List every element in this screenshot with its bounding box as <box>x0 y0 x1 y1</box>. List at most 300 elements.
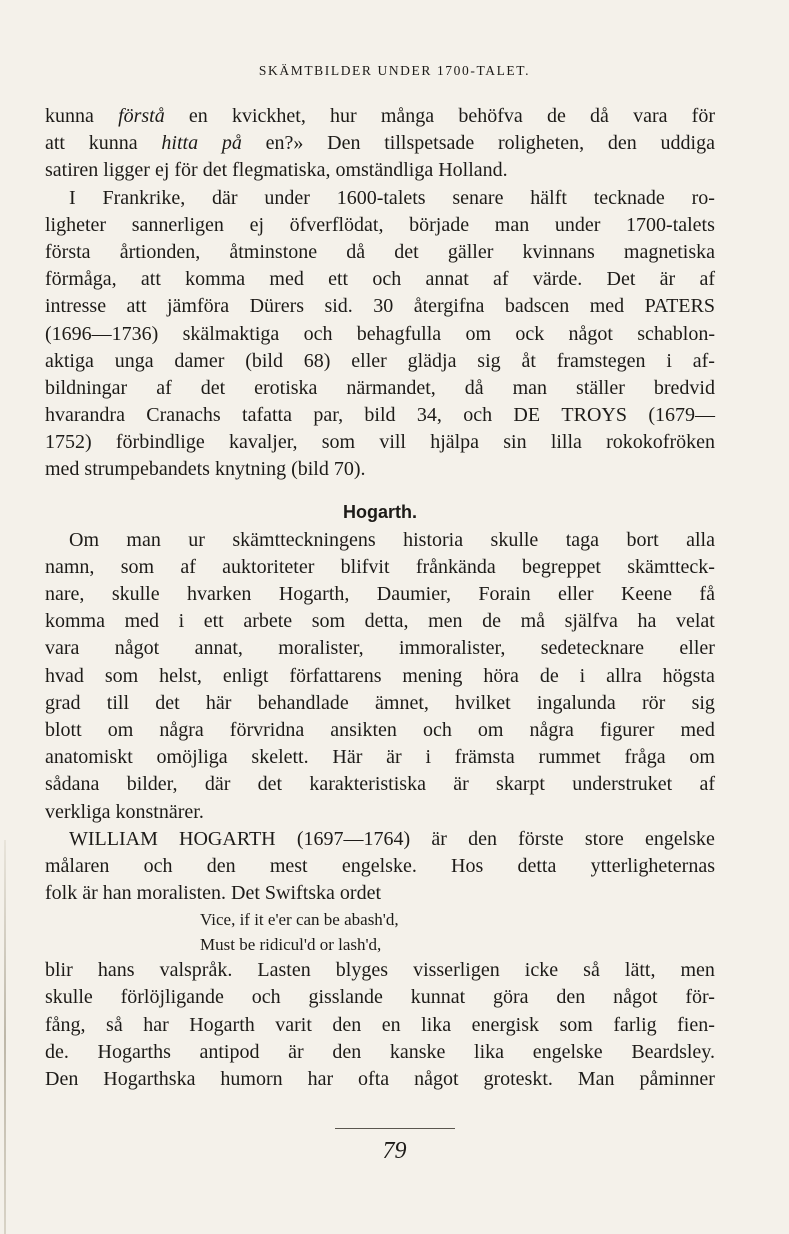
word: tillspetsade <box>384 132 475 155</box>
word: historia <box>403 528 464 551</box>
word: enligt <box>222 664 269 687</box>
word: något <box>114 637 160 660</box>
word: värde. <box>532 268 583 291</box>
word: så <box>106 1013 123 1036</box>
text-line <box>45 293 715 320</box>
word: för- <box>685 986 715 1009</box>
word: ha <box>637 610 657 633</box>
word: förmåga, <box>45 268 117 291</box>
word: eller <box>351 349 387 372</box>
word: många <box>380 105 435 127</box>
word: Forain <box>478 583 531 605</box>
word: auktoriteter <box>222 555 315 578</box>
word: sid. <box>324 295 353 318</box>
word: ämnet, <box>375 691 429 714</box>
word: då <box>590 105 609 127</box>
word: förlöjligande <box>120 986 224 1009</box>
word: af <box>493 268 509 291</box>
word: om <box>477 718 504 741</box>
word: och <box>251 986 281 1009</box>
word: i <box>579 664 586 687</box>
word: ställer <box>576 376 625 399</box>
word: började <box>409 213 470 236</box>
word: Den <box>327 132 361 155</box>
word: ur <box>188 528 205 551</box>
word: en?» <box>265 132 304 155</box>
word: senare <box>452 186 504 209</box>
word: är <box>659 268 676 291</box>
word: badscen <box>504 295 570 318</box>
word: kvinnans <box>522 240 595 263</box>
word: skelett. <box>251 746 309 769</box>
word: namn, <box>45 555 95 578</box>
word: aktiga <box>45 349 94 372</box>
word: den <box>206 854 236 877</box>
word: af <box>699 268 715 291</box>
word: något <box>414 1068 459 1090</box>
word: som <box>104 664 139 687</box>
text-line <box>45 402 715 429</box>
word: skulle <box>45 986 93 1009</box>
word: under <box>554 213 601 236</box>
word: kunna <box>88 132 138 155</box>
word: lilla <box>550 431 582 454</box>
word: 1752) <box>45 431 92 454</box>
page-number: 79 <box>382 1138 407 1164</box>
word: af <box>180 555 196 578</box>
word: till <box>106 691 130 714</box>
word: behagfulla <box>356 322 442 345</box>
word: af <box>156 376 172 399</box>
word: Hos <box>451 854 484 877</box>
word: hur <box>330 105 357 127</box>
word: Cranachs <box>146 404 221 427</box>
word: den <box>332 1040 362 1063</box>
word: jämföra <box>166 295 230 318</box>
word: omöjliga <box>156 746 228 769</box>
word: fråga <box>624 746 666 769</box>
word: par, <box>313 404 344 427</box>
word: Lasten <box>257 959 311 982</box>
word: intresse <box>45 295 107 318</box>
line-text: folk är han moralisten. Det Swiftska ordet <box>45 882 382 905</box>
word: allra <box>606 664 642 687</box>
word: den <box>607 132 637 155</box>
word: unga <box>114 349 154 372</box>
word: alla <box>686 528 715 551</box>
word: ro- <box>691 186 715 209</box>
word: understruket <box>572 773 673 796</box>
word: hjälpa <box>430 431 480 454</box>
quote-line: Vice, if it e'er can be abash'd, <box>200 910 399 930</box>
word: få <box>699 583 715 605</box>
word: sedetecknare <box>540 637 645 660</box>
word: här <box>205 691 232 714</box>
word: med <box>124 610 160 633</box>
word: som <box>321 431 356 454</box>
word: farlig <box>613 1013 657 1036</box>
word: detta, <box>364 610 409 633</box>
word: göra <box>493 986 529 1009</box>
word: rör <box>642 691 666 714</box>
word: där <box>204 773 231 796</box>
word: eller <box>558 583 594 605</box>
body-text <box>45 103 715 1093</box>
word: vara <box>45 637 80 660</box>
word: sig <box>477 349 501 372</box>
word: sig <box>691 691 715 714</box>
text-line <box>45 1066 715 1093</box>
word: engelske <box>644 827 715 850</box>
word: hälft <box>530 186 567 209</box>
word: Hogarths <box>97 1040 171 1063</box>
word: (1679— <box>648 404 715 427</box>
word: högsta <box>662 664 715 687</box>
word: bild <box>364 404 396 427</box>
word: de <box>546 105 566 127</box>
word: Den <box>45 1068 79 1090</box>
word: 34, <box>416 404 442 427</box>
word: Dürers <box>249 295 305 318</box>
word: att <box>140 268 161 291</box>
word: tafatta <box>242 404 292 427</box>
word: Om <box>69 528 99 551</box>
word: öfverflödat, <box>289 213 384 236</box>
text-line <box>45 799 715 826</box>
word: Man <box>577 1068 615 1090</box>
word: kavaljer, <box>228 431 298 454</box>
word: blyges <box>335 959 388 982</box>
italic-word: på <box>221 132 242 155</box>
word: och <box>143 854 173 877</box>
word: blifvit <box>340 555 390 578</box>
word: PATERS <box>644 295 715 318</box>
word: komma <box>45 610 105 633</box>
word: är <box>386 746 402 769</box>
page-edge-shadow <box>4 840 6 1234</box>
word: DE <box>513 404 541 427</box>
word: ansikten <box>330 718 397 741</box>
word: och <box>422 718 452 741</box>
word: då <box>464 376 484 399</box>
word: blir <box>45 959 73 982</box>
word: den <box>556 986 586 1009</box>
word: rokokofröken <box>606 431 715 454</box>
word: varit <box>275 1013 312 1036</box>
word: som <box>120 555 155 578</box>
word: främsta <box>454 746 515 769</box>
word: ligheter <box>45 213 107 236</box>
word: återgifna <box>413 295 485 318</box>
word: antipod <box>199 1040 260 1063</box>
word: har <box>307 1068 334 1090</box>
word: kunna <box>45 105 94 127</box>
word: förbindlige <box>115 431 205 454</box>
word: författarens <box>289 664 382 687</box>
text-line <box>45 663 715 690</box>
word: moralister, <box>278 637 364 660</box>
word: vara <box>633 105 668 127</box>
word: annat, <box>194 637 243 660</box>
word: ingalunda <box>536 691 616 714</box>
word: det <box>394 240 419 263</box>
word: ofta <box>358 1068 390 1090</box>
word: 1600-talets <box>336 186 426 209</box>
word: store <box>584 827 624 850</box>
word: behöfva <box>458 105 523 127</box>
word: en <box>381 1013 401 1036</box>
word: ett <box>203 610 224 633</box>
word: om <box>107 718 134 741</box>
word: bredvid <box>653 376 715 399</box>
word: så <box>583 959 600 982</box>
word: nare, <box>45 583 85 605</box>
word: några <box>529 718 574 741</box>
word: de <box>539 664 559 687</box>
word: engelske. <box>341 854 417 877</box>
word: höra <box>483 664 519 687</box>
text-line <box>45 635 715 662</box>
word: damer <box>174 349 225 372</box>
word: sannerligen <box>131 213 224 236</box>
word: af- <box>692 349 715 372</box>
word: (1696—1736) <box>45 322 159 345</box>
line-text: verkliga konstnärer. <box>45 800 204 823</box>
word: som <box>559 1013 593 1036</box>
word: ett <box>328 268 349 291</box>
word: lätt, <box>624 959 656 982</box>
word: gisslande <box>308 986 383 1009</box>
word: är <box>431 827 447 850</box>
word: begreppet <box>522 555 601 578</box>
word: grad <box>45 691 81 714</box>
word: Beardsley. <box>631 1040 715 1063</box>
section-heading: Hogarth. <box>343 501 417 522</box>
word: 68) <box>303 349 331 372</box>
word: schablon- <box>637 322 715 345</box>
word: magnetiska <box>623 240 715 263</box>
word: med <box>589 295 625 318</box>
word: må <box>520 610 546 633</box>
word: det <box>257 773 283 796</box>
word: att <box>126 295 147 318</box>
word: skälmaktiga <box>182 322 280 345</box>
text-line <box>45 957 715 984</box>
word: om <box>689 746 715 769</box>
word: är <box>288 1040 304 1063</box>
word: man <box>494 213 530 236</box>
word: behandlade <box>257 691 349 714</box>
word: eller <box>679 637 715 660</box>
word: i <box>666 349 672 372</box>
text-line <box>45 429 715 456</box>
text-line <box>45 771 715 798</box>
word: något <box>613 986 658 1009</box>
word: och <box>372 268 402 291</box>
word: Här <box>332 746 363 769</box>
text-line <box>45 375 715 402</box>
word: figurer <box>599 718 655 741</box>
word: i <box>425 746 432 769</box>
word: förvridna <box>229 718 305 741</box>
word: skulle <box>111 583 160 605</box>
paragraph-2 <box>45 185 715 484</box>
word: framstegen <box>556 349 646 372</box>
footer-rule <box>335 1128 455 1129</box>
word: där <box>212 186 238 209</box>
text-line <box>45 880 715 907</box>
word: icke <box>524 959 559 982</box>
word: några <box>159 718 204 741</box>
word: som <box>311 610 346 633</box>
text-line <box>45 581 715 608</box>
word: TROYS <box>561 404 627 427</box>
word: och <box>463 404 493 427</box>
text-line <box>45 348 715 375</box>
word: mest <box>269 854 308 877</box>
word: kvickhet, <box>231 105 306 127</box>
word: visserligen <box>413 959 500 982</box>
word: det <box>155 691 180 714</box>
verse-quote <box>45 907 715 957</box>
text-line <box>45 157 715 184</box>
word: valspråk. <box>159 959 233 982</box>
word: karakteristiska <box>309 773 426 796</box>
text-line <box>45 984 715 1011</box>
word: (bild <box>245 349 283 372</box>
word: de. <box>45 1040 69 1063</box>
word: en <box>188 105 208 127</box>
paragraph-4 <box>45 826 715 908</box>
word: själfva <box>564 610 618 633</box>
italic-word: hitta <box>161 132 199 155</box>
word: lika <box>474 1040 505 1063</box>
word: de <box>482 610 502 633</box>
word: af <box>699 773 715 796</box>
word: taga <box>565 528 600 551</box>
word: skarpt <box>496 773 545 796</box>
word: lika <box>421 1013 452 1036</box>
text-line <box>45 130 715 157</box>
word: humorn <box>220 1068 283 1090</box>
word: Hogarthska <box>103 1068 196 1090</box>
text-line <box>45 1039 715 1066</box>
word: gäller <box>447 240 494 263</box>
word: immoralister, <box>398 637 506 660</box>
word: (1697—1764) <box>296 827 411 850</box>
word: det <box>200 376 226 399</box>
word: hvilket <box>455 691 511 714</box>
word: helst, <box>159 664 202 687</box>
word: arbete <box>243 610 293 633</box>
word: frånkända <box>415 555 496 578</box>
word: med <box>269 268 304 291</box>
word: Hogarth <box>189 1013 255 1036</box>
text-line <box>45 690 715 717</box>
text-line <box>45 239 715 266</box>
word: 30 <box>373 295 394 318</box>
word: då <box>346 240 366 263</box>
word: ej <box>249 213 264 236</box>
word: glädja <box>407 349 457 372</box>
text-line <box>45 717 715 744</box>
word: men <box>680 959 715 982</box>
word: under <box>264 186 310 209</box>
word: blott <box>45 718 82 741</box>
paragraph-3 <box>45 527 715 826</box>
word: är <box>453 773 469 796</box>
text-line <box>45 1012 715 1039</box>
word: tecknade <box>593 186 665 209</box>
word: velat <box>675 610 715 633</box>
word: skulle <box>490 528 539 551</box>
word: första <box>45 240 91 263</box>
word: sådana <box>45 773 100 796</box>
word: åt <box>521 349 536 372</box>
text-line <box>45 744 715 771</box>
word: målaren <box>45 854 110 877</box>
word: erotiska <box>254 376 318 399</box>
word: uddiga <box>660 132 715 155</box>
word: energisk <box>471 1013 540 1036</box>
line-text: med strumpebandets knytning (bild 70). <box>45 458 366 481</box>
word: engelske <box>532 1040 603 1063</box>
word: fien- <box>677 1013 715 1036</box>
line-text: satiren ligger ej för det flegmatiska, omständliga Holland. <box>45 159 508 182</box>
word: Keene <box>620 583 673 605</box>
word: hvarandra <box>45 404 125 427</box>
word: påminner <box>639 1068 715 1090</box>
italic-word: förstå <box>118 105 165 127</box>
word: årtionden, <box>119 240 201 263</box>
word: man <box>126 528 161 551</box>
word: I <box>69 186 76 209</box>
word: Hogarth, <box>278 583 350 605</box>
word: och <box>303 322 333 345</box>
word: bildningar <box>45 376 128 399</box>
word: roligheten, <box>498 132 585 155</box>
word: skämtteck- <box>627 555 715 578</box>
word: vill <box>379 431 406 454</box>
quote-line: Must be ridicul'd or lash'd, <box>200 935 382 955</box>
word: den <box>332 1013 362 1036</box>
word: kanske <box>389 1040 446 1063</box>
word: Daumier, <box>376 583 451 605</box>
word: 1700-talets <box>626 213 715 236</box>
text-line <box>45 554 715 581</box>
word: något <box>568 322 613 345</box>
paragraph-1 <box>45 103 715 185</box>
word: groteskt. <box>483 1068 553 1090</box>
word: anatomiskt <box>45 746 133 769</box>
word: åtminstone <box>229 240 318 263</box>
word: sin <box>503 431 527 454</box>
word: den <box>468 827 497 850</box>
text-line <box>45 608 715 635</box>
word: hvad <box>45 664 84 687</box>
word: hvarken <box>187 583 252 605</box>
word: HOGARTH <box>179 827 276 850</box>
text-line <box>45 826 715 853</box>
running-head: SKÄMTBILDER UNDER 1700-TALET. <box>258 63 531 78</box>
paragraph-5 <box>45 957 715 1093</box>
word: bilder, <box>126 773 178 796</box>
text-line <box>45 185 715 212</box>
word: Frankrike, <box>102 186 186 209</box>
word: man <box>512 376 548 399</box>
word: annat <box>425 268 469 291</box>
word: WILLIAM <box>69 827 158 850</box>
